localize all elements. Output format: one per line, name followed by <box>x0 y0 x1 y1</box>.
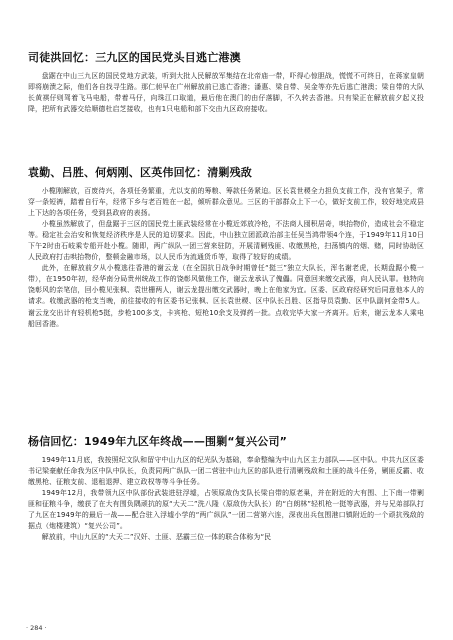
section-heading: 杨信回忆：1949年九区年终战——围剿“复兴公司” <box>28 435 288 448</box>
page-number: · 284 · <box>26 624 47 632</box>
paragraph: 小榄刚解放，百废待兴，各项任务繁重，尤以支前的筹粮、筹款任务紧迫。区长袁世稷全力担负支前工作，没有官架子，常穿一条短裤，踏着自行车，经常下乡与老百姓在一起，倾听群众意见。三区的干部群众上下一心，做好支前工作，较好地完成县上下达的各项任务，受到县政府的表扬。 <box>28 187 424 218</box>
paragraph: 盘踞在中山三九区的国民党地方武装，听到大批人民解放军集结在北帝庙一带，吓得心惊胆战，慌慌不可终日，在蒋家皇朝即将崩溃之际，他们各自找寻生路。那仁昶早在广州解放前已逃亡香港；潘惠、梁自带、吴金等亦先后逃亡港澳；梁自带的大队长黄祺仔则驾着飞马电船，带着马仔，向珠江口取道，最后他在澳门的由仔落脚，不久转去香港。只有梁正在解放前夕起义投降，把所有武器交给顺德杜启芝接收，也有1只电船和部下交由九区政府接收。 <box>28 72 424 114</box>
paragraph: 1949年12月，我带领九区中队部份武装进驻浮墟，占领原敌伪支队长梁自带的原老巢，并在附近的大有围、上下南一带剿匪和征粮斗争，缴获了在大有围负隅顽抗的原“大天二”洗八隆（原敌伪大队长）的“白朗林”轻机枪一挺等武器，并与兄弟部队打了九区在1949年的最后一战——配合驻入浮墟小学的“两广纵队”一团二营第六连，深夜出兵包围港口镇附近的一个顽抗残敌的据点（炮楼建筑）“复兴公司”。 <box>28 489 424 531</box>
section-body <box>28 71 424 115</box>
paragraph: 1949年11月底，我按照纪文队和留守中山九区的纪光队为基础，奉命整编为中山九区主力部队——区中队。中共九区区委书记梁豪献任命我为区中队中队长，负责同两广纵队一团二营驻中山九区的部队进行清剿残敌和土匪的战斗任务，剿匪反霸、收缴黑枪、征粮支前、退租退押、建立政权等等斗争任务。 <box>28 456 424 487</box>
section-body <box>28 455 424 543</box>
paragraph: 小榄虽然解放了，但盘踞于三区的国民党土匪武装经常在小榄近郊放冷枪，不法商人囤积居奇，哄抬物价，造成社会不稳定等。稳定社会治安和恢复经济秩序是人民的迫切要求。因此，中山独立团派政治部主任吴当鸿带领4个连，于1949年11月10日下午2时由石岐乘专船开赴小榄。随即，两广纵队一团三营来驻防，开展清剿残匪、收缴黑枪，扫荡镇内的烟、赌，同时协助区人民政府打击哄抬物价，整顿金融市场，以人民币为流通货币等，取得了较好的成绩。 <box>28 220 424 262</box>
section-heading: 袁勤、吕胜、何炳刚、区英伟回忆：清剿残敌 <box>28 166 252 179</box>
section-situ-hong <box>28 50 424 115</box>
section-body <box>28 186 424 330</box>
section-yang-xin <box>28 434 424 543</box>
section-heading: 司徒洪回忆：三九区的国民党头目逃亡港澳 <box>28 51 241 64</box>
section-yuan-qin <box>28 165 424 330</box>
paragraph: 解放前，中山九区的“大天二”汉奸、土匪、恶霸三位一体的联合体称为“民 <box>41 533 272 542</box>
paragraph: 此外，在解放前夕从小榄逃往香港的谢云龙（在全国抗日战争时期曾任“挺三”独立大队长，浑名谢老虎，长期盘踞小榄一带），在1950年初，经华南分局贵州统战工作的饶彰风做他工作，谢云龙承认了傀儡。同意回来缴交武器，向人民认罪。他特向饶彰风的亲笔信，回小榄见张枫、袁世栅两人，谢云龙提出缴交武器时，晚上在他家为宜。区委、区政府经研究后同意他本人的请求。收缴武器的枪支当晚，前往接收的有区委书记张枫、区长袁世稷、区中队长吕胜、区指导员袁勤、区中队副何金带5人。谢云龙交出计有轻机枪5挺，步枪100多支，卡宾枪、短枪10余支及弹药一批。点收完毕大家一齐离开。后来，谢云龙本人乘电船回香港。 <box>28 264 424 328</box>
